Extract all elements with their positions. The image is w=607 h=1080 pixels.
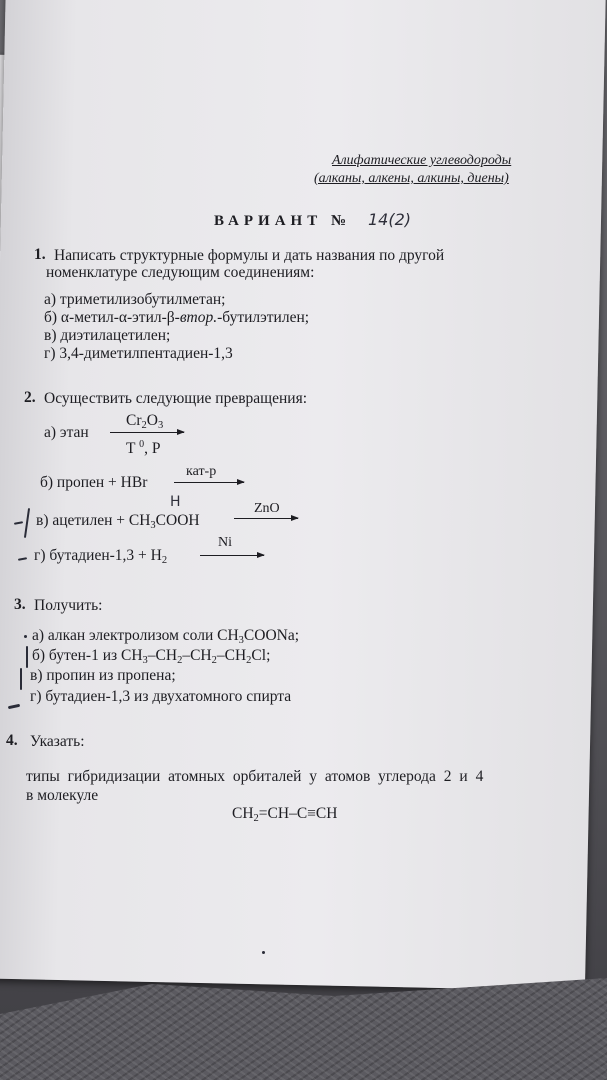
variant-label: ВАРИАНТ № bbox=[214, 213, 352, 229]
task1-item-b: б) α-метил-α-этил-β-втор.-бутилэтилен; bbox=[44, 309, 310, 326]
task-number-3: 3. bbox=[14, 596, 26, 613]
pen-bracket-mark bbox=[20, 668, 22, 690]
task-number-4: 4. bbox=[6, 732, 18, 749]
task1-item-d: г) 3,4-диметилпентадиен-1,3 bbox=[44, 345, 233, 362]
task2-a-label: а) этан bbox=[44, 424, 89, 441]
task2-a-conditions: T $^0$, P bbox=[126, 439, 161, 457]
task-number-1: 1. bbox=[34, 246, 46, 263]
task4-text-line1: типы гибридизации атомных орбиталей у атомов углерода 2 и 4 bbox=[26, 768, 484, 785]
task-number-2: 2. bbox=[24, 389, 36, 406]
variant-handwritten-number: 14(2) bbox=[368, 210, 412, 229]
header-subtopic: (алканы, алкены, алкины, диены) bbox=[314, 171, 509, 186]
task2-c-label: в) ацетилен + $CH_3COOH$ bbox=[36, 512, 200, 531]
pen-dash-mark bbox=[18, 557, 27, 561]
task1-item-c: в) диэтилацетилен; bbox=[44, 327, 171, 344]
task3-item-b: б) бутен-1 из $CH_3-CH_2-CH_2-CH_2Cl$; bbox=[32, 647, 271, 666]
task2-title: Осуществить следующие превращения: bbox=[44, 390, 308, 407]
task1-item-a: а) триметилизобутилметан; bbox=[44, 291, 226, 308]
task4-title: Указать: bbox=[30, 733, 85, 750]
pen-dash-mark bbox=[8, 704, 20, 709]
pen-dot-mark bbox=[24, 635, 27, 638]
task2-b-catalyst: кат-р bbox=[186, 464, 217, 479]
reaction-arrow-c bbox=[234, 518, 298, 519]
task1-text-line1: Написать структурные формулы и дать названия по другой bbox=[54, 247, 445, 264]
task3-item-c: в) пропин из пропена; bbox=[30, 667, 176, 684]
pen-h-annotation: H bbox=[170, 494, 181, 510]
reaction-arrow-b bbox=[174, 482, 244, 483]
task2-c-catalyst: ZnO bbox=[254, 501, 280, 516]
paper-speck bbox=[262, 951, 265, 954]
task2-b-label: б) пропен + HBr bbox=[40, 474, 148, 491]
task4-text-line2: в молекуле bbox=[26, 787, 99, 804]
task2-d-label: г) бутадиен-1,3 + $H_2$ bbox=[34, 547, 168, 566]
task2-a-catalyst: $Cr_2O_3$ bbox=[126, 412, 164, 431]
reaction-arrow-d bbox=[200, 555, 264, 556]
header-topic: Алифатические углеводороды bbox=[332, 153, 512, 168]
task3-item-a: а) алкан электролизом соли $CH_3COONa$; bbox=[32, 627, 300, 646]
pen-bracket-mark bbox=[24, 508, 30, 538]
task2-d-catalyst: Ni bbox=[218, 535, 232, 550]
pen-dash-mark bbox=[14, 521, 23, 525]
task3-title: Получить: bbox=[34, 597, 103, 614]
task1-text-line2: номенклатуре следующим соединениям: bbox=[46, 264, 315, 281]
task3-item-d: г) бутадиен-1,3 из двухатомного спирта bbox=[30, 688, 292, 705]
task4-formula: $CH_2=CH-C\equiv CH$ bbox=[232, 805, 338, 824]
reaction-arrow-a bbox=[110, 432, 184, 433]
pen-bracket-mark bbox=[26, 646, 28, 668]
